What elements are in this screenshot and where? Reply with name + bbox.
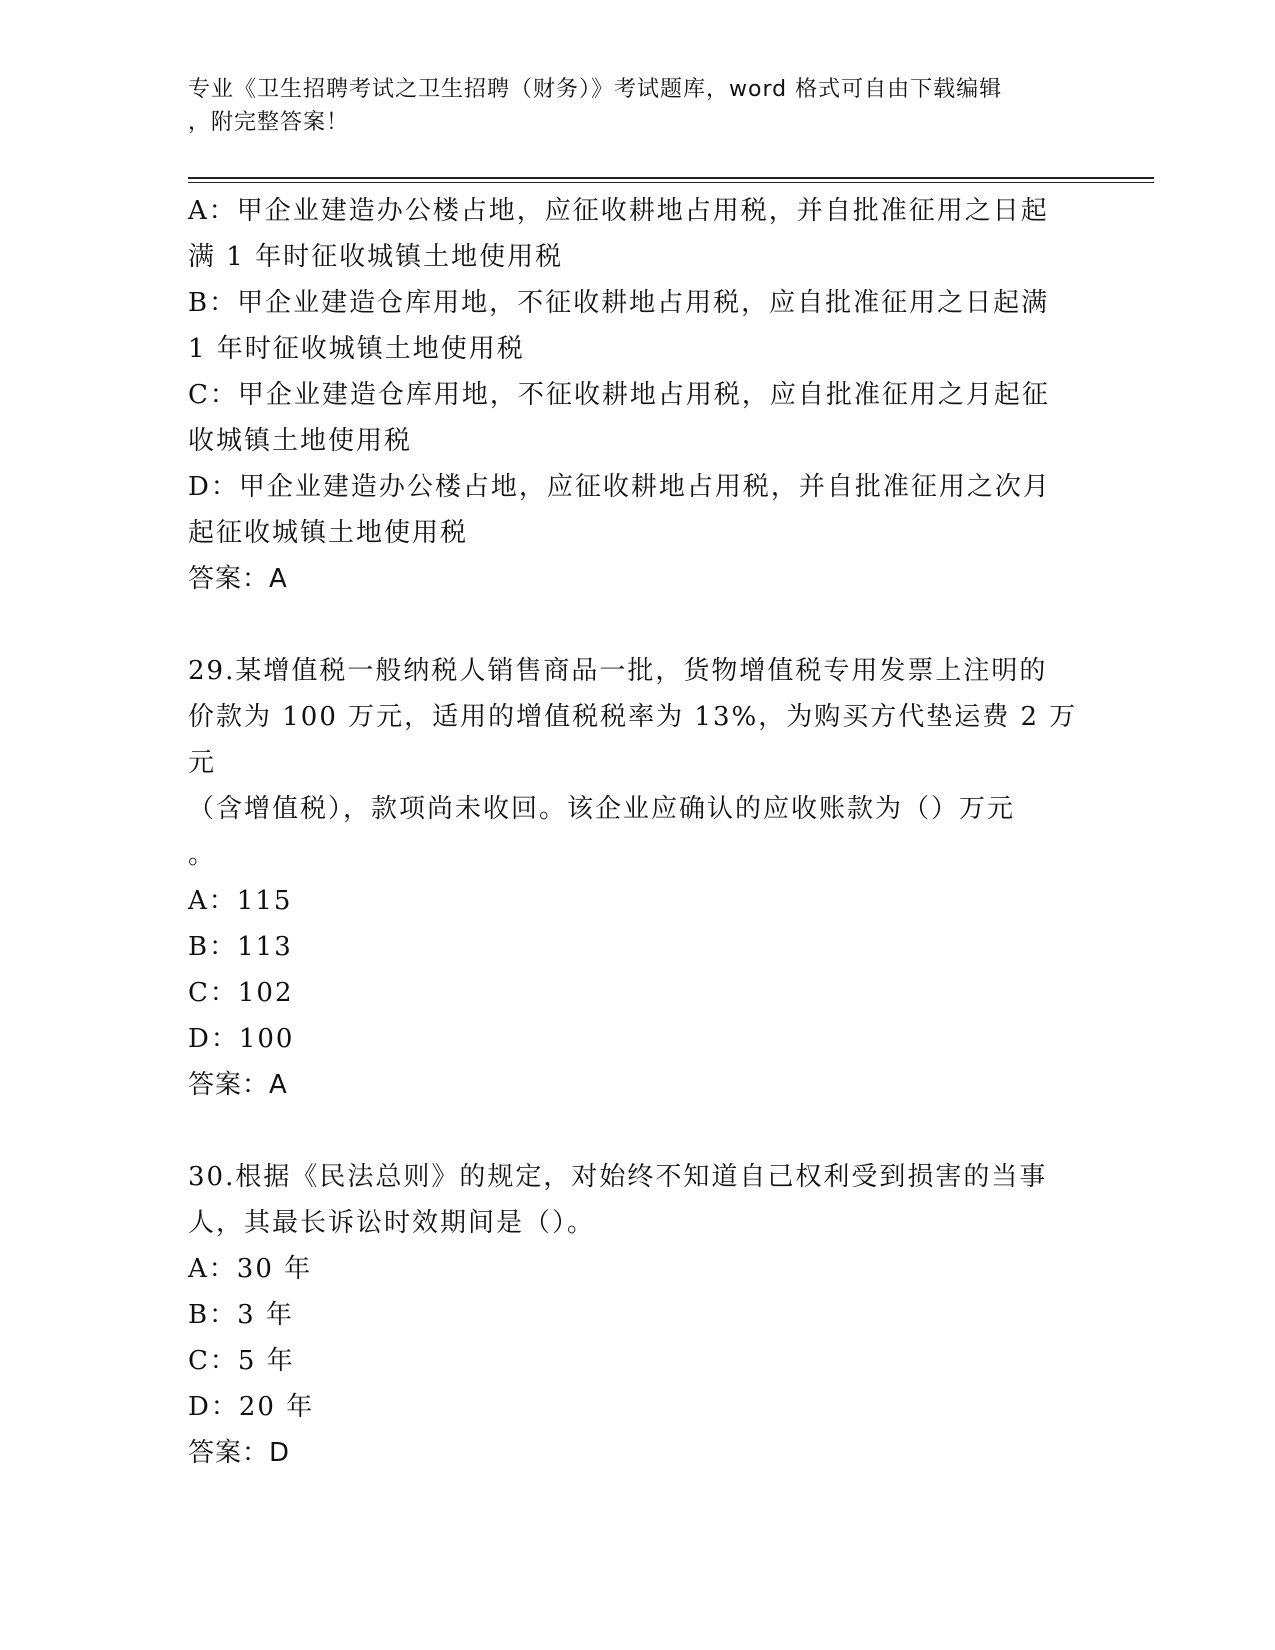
option-line: C：甲企业建造仓库用地，不征收耕地占用税，应自批准征用之月起征: [188, 380, 1050, 410]
option-line: B：甲企业建造仓库用地，不征收耕地占用税，应自批准征用之日起满: [188, 288, 1050, 318]
option-c: C：102: [188, 978, 294, 1008]
option-d: D：100: [188, 1024, 295, 1054]
header-line-2: ，附完整答案！: [188, 110, 350, 135]
question-29: [188, 648, 1088, 1108]
spacer: [188, 1108, 1088, 1154]
question-30: [188, 1154, 1088, 1476]
option-a: [188, 188, 1088, 280]
answer-line: 答案：A: [188, 1070, 288, 1100]
question-content: [188, 188, 1088, 1476]
option-d: D：20 年: [188, 1392, 315, 1422]
option-line: 满 1 年时征收城镇土地使用税: [188, 242, 564, 272]
document-header: [188, 73, 1068, 139]
header-divider-thin: [188, 182, 1154, 183]
answer-line: 答案：A: [188, 564, 288, 594]
option-b: B：113: [188, 932, 293, 962]
option-line: 起征收城镇土地使用税: [188, 518, 469, 548]
option-c: [188, 372, 1088, 464]
question-stem-line: 人，其最长诉讼时效期间是（）。: [188, 1208, 596, 1238]
question-28: [188, 188, 1088, 602]
spacer: [188, 602, 1088, 648]
option-line: 1 年时征收城镇土地使用税: [188, 334, 525, 364]
option-a: A：115: [188, 886, 293, 916]
option-c: C：5 年: [188, 1346, 295, 1376]
option-b: B：3 年: [188, 1300, 294, 1330]
option-line: D：甲企业建造办公楼占地，应征收耕地占用税，并自批准征用之次月: [188, 472, 1051, 502]
question-stem-line: 30.根据《民法总则》的规定，对始终不知道自己权利受到损害的当事: [188, 1162, 1048, 1192]
option-b: [188, 280, 1088, 372]
question-stem-line: 29.某增值税一般纳税人销售商品一批，货物增值税专用发票上注明的: [188, 656, 1048, 686]
option-a: A：30 年: [188, 1254, 313, 1284]
question-stem-line: 。: [188, 840, 217, 870]
question-stem-line: 价款为 100 万元，适用的增值税税率为 13%，为购买方代垫运费 2 万元: [188, 702, 1078, 778]
option-line: 收城镇土地使用税: [188, 426, 413, 456]
option-line: A：甲企业建造办公楼占地，应征收耕地占用税，并自批准征用之日起: [188, 196, 1049, 226]
header-line-1: 专业《卫生招聘考试之卫生招聘（财务）》考试题库，word 格式可自由下载编辑: [188, 77, 1003, 102]
question-stem-line: （含增值税），款项尚未收回。该企业应确认的应收账款为（）万元: [188, 794, 1016, 824]
header-divider-thick: [188, 177, 1154, 179]
answer-line: 答案：D: [188, 1438, 291, 1468]
option-d: [188, 464, 1088, 556]
